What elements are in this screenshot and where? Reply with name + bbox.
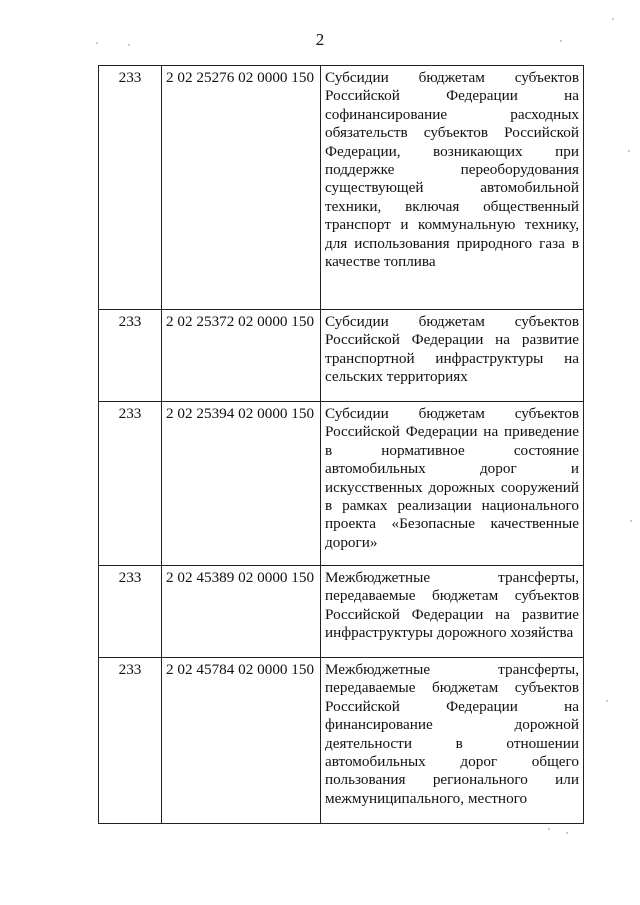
revenue-name-cell: Межбюджетные трансферты, передаваемые бюджетам субъектов Российской Федерации на развитие инфраструктуры дорожного хозяйства xyxy=(321,566,584,658)
admin-code-cell: 233 xyxy=(99,402,162,566)
revenue-name-cell: Субсидии бюджетам субъектов Российской Федерации на развитие транспортной инфраструктуры на сельских территориях xyxy=(321,310,584,402)
table-row xyxy=(99,566,584,658)
scan-speck xyxy=(628,150,630,152)
table-row xyxy=(99,66,584,310)
scan-speck xyxy=(128,44,130,46)
revenue-name-cell: Субсидии бюджетам субъектов Российской Федерации на приведение в нормативное состояние автомобильных дорог и искусственных дорожных сооружений в рамках реализации национального проекта «Безопасные качественные дороги» xyxy=(321,402,584,566)
kbk-code-cell: 2 02 45784 02 0000 150 xyxy=(162,658,321,824)
revenue-name-cell: Межбюджетные трансферты, передаваемые бюджетам субъектов Российской Федерации на финансирование дорожной деятельности в отношении автомобильных дорог общего пользования регионального или межмуниципального, местного xyxy=(321,658,584,824)
kbk-code-cell: 2 02 25394 02 0000 150 xyxy=(162,402,321,566)
admin-code-cell: 233 xyxy=(99,658,162,824)
scan-speck xyxy=(96,42,98,44)
scan-speck xyxy=(560,40,562,42)
table-row xyxy=(99,658,584,824)
kbk-code-cell: 2 02 45389 02 0000 150 xyxy=(162,566,321,658)
table-row xyxy=(99,310,584,402)
scan-speck xyxy=(612,18,614,20)
scan-speck xyxy=(566,832,568,834)
page-number: 2 xyxy=(315,30,325,49)
scan-speck xyxy=(630,520,632,522)
kbk-code-cell: 2 02 25372 02 0000 150 xyxy=(162,310,321,402)
admin-code-cell: 233 xyxy=(99,66,162,310)
revenue-name-cell: Субсидии бюджетам субъектов Российской Федерации на софинансирование расходных обязательств субъектов Российской Федерации, возникающих при поддержке переоборудования существующей автомобильной техники, включая общественный транспорт и коммунальную технику, для использования природного газа в качестве топлива xyxy=(321,66,584,310)
admin-code-cell: 233 xyxy=(99,566,162,658)
scan-speck xyxy=(606,700,608,702)
admin-code-cell: 233 xyxy=(99,310,162,402)
scan-speck xyxy=(548,828,550,830)
budget-classification-table xyxy=(98,65,584,824)
table-row xyxy=(99,402,584,566)
kbk-code-cell: 2 02 25276 02 0000 150 xyxy=(162,66,321,310)
